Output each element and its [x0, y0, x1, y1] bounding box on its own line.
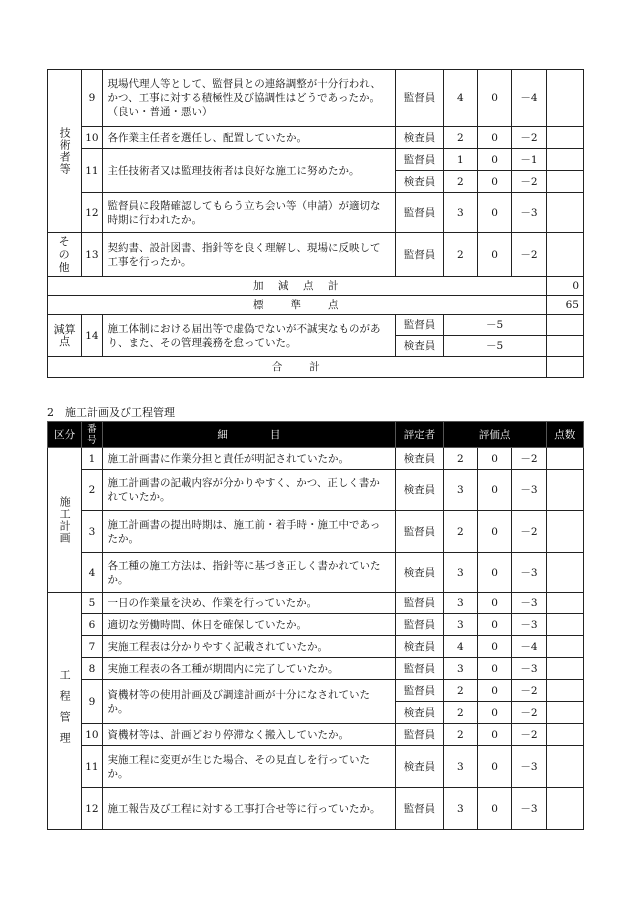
- table-row: 4 各工種の施工方法は、指針等に基づき正しく書かれていたか。 検査員 3 0 －3: [48, 553, 584, 593]
- table-header: [48, 422, 584, 448]
- header-evaluator: 評定者: [396, 422, 443, 448]
- table-row: 2 施工計画書の記載内容が分かりやすく、かつ、正しく書かれていたか。 検査員 3 0 －3: [48, 470, 584, 511]
- addsub-value: 0: [546, 277, 583, 296]
- group-other: その他: [48, 233, 82, 277]
- table-row: 12 監督員に段階確認してもらう立ち会い等（申請）が適切な時期に行われたか。 監督員 3 0 －3: [48, 193, 584, 233]
- score-cell[interactable]: [546, 614, 583, 636]
- table-row: 9 資機材等の使用計画及び調達計画が十分になされていたか。 監督員 2 0 －2: [48, 680, 584, 702]
- table-row: その他 13 契約書、設計図書、指針等を良く理解し、現場に反映して工事を行ったか。 監督員 2 0 －2: [48, 233, 584, 277]
- score-cell[interactable]: [546, 470, 583, 511]
- score-cell[interactable]: [546, 553, 583, 593]
- table-row: 検査員 －5: [48, 336, 584, 357]
- table-row: 検査員 2 0 －2: [48, 171, 584, 193]
- score-cell[interactable]: [546, 636, 583, 658]
- evaluation-table-2: [47, 421, 584, 830]
- score-cell[interactable]: [546, 724, 583, 746]
- table-row: 11 実施工程に変更が生じた場合、その見直しを行っていたか。 検査員 3 0 －3: [48, 746, 584, 788]
- score-cell[interactable]: [546, 315, 583, 336]
- group-plan: 施工計画: [48, 448, 82, 593]
- header-score: 点数: [546, 422, 583, 448]
- score-cell[interactable]: [546, 680, 583, 702]
- score-cell[interactable]: [546, 593, 583, 614]
- score-cell[interactable]: [546, 171, 583, 193]
- score-cell[interactable]: [546, 788, 583, 830]
- group-schedule: 工程管理: [48, 593, 82, 830]
- table-row: 技術者等 9 現場代理人等として、監督員との連絡調整が十分行われ、かつ、工事に対する積極性及び協調性はどうであったか。（良い・普通・悪い） 監督員 4 0 －4: [48, 70, 584, 127]
- table-row: 8 実施工程表の各工種が期間内に完了していたか。 監督員 3 0 －3: [48, 658, 584, 680]
- table-row: 7 実施工程表は分かりやすく記載されていたか。 検査員 4 0 －4: [48, 636, 584, 658]
- score-cell[interactable]: [546, 448, 583, 470]
- table-row: 検査員 2 0 －2: [48, 702, 584, 724]
- group-tech: 技術者等: [48, 70, 82, 233]
- table-row: 12 施工報告及び工程に対する工事打合せ等に行っていたか。 監督員 3 0 －3: [48, 788, 584, 830]
- score-cell[interactable]: [546, 336, 583, 357]
- table-row: 10 資機材等は、計画どおり停滞なく搬入していたか。 監督員 2 0 －2: [48, 724, 584, 746]
- header-item: 細 目: [102, 422, 396, 448]
- group-deduct: 減算点: [48, 315, 82, 357]
- total-row: [48, 357, 584, 378]
- evaluation-table-1: [47, 69, 584, 378]
- section-2-title: 2 施工計画及び工程管理: [47, 406, 175, 419]
- table-row: 3 施工計画書の提出時期は、施工前・着手時・施工中であったか。 監督員 2 0 －2: [48, 511, 584, 553]
- table-row: 6 適切な労働時間、休日を確保していたか。 監督員 3 0 －3: [48, 614, 584, 636]
- addsub-row: [48, 277, 584, 296]
- total-value[interactable]: [546, 357, 583, 378]
- total-label: 合 計: [48, 357, 547, 378]
- standard-row: [48, 296, 584, 315]
- score-cell[interactable]: [546, 149, 583, 171]
- table-row: 工程管理 5 一日の作業量を決め、作業を行っていたか。 監督員 3 0 －3: [48, 593, 584, 614]
- score-cell[interactable]: [546, 511, 583, 553]
- score-cell[interactable]: [546, 193, 583, 233]
- standard-label: 標 準 点: [48, 296, 547, 315]
- row-item: 現場代理人等として、監督員との連絡調整が十分行われ、かつ、工事に対する積極性及び協調性はどうであったか。（良い・普通・悪い）: [102, 70, 396, 127]
- table-row: 減算点 14 施工体制における届出等で虚偽でないが不誠実なものがあり、また、その管理義務を怠っていた。 監督員 －5: [48, 315, 584, 336]
- standard-value: 65: [546, 296, 583, 315]
- score-cell[interactable]: [546, 70, 583, 127]
- row-no: 9: [82, 70, 102, 127]
- table-row: 11 主任技術者又は監理技術者は良好な施工に努めたか。 監督員 1 0 －1: [48, 149, 584, 171]
- score-cell[interactable]: [546, 127, 583, 149]
- header-eval: 評価点: [443, 422, 546, 448]
- score-cell[interactable]: [546, 233, 583, 277]
- table-row: 10 各作業主任者を選任し、配置していたか。 検査員 2 0 －2: [48, 127, 584, 149]
- score-cell[interactable]: [546, 702, 583, 724]
- table-row: 施工計画 1 施工計画書に作業分担と責任が明記されていたか。 検査員 2 0 －2: [48, 448, 584, 470]
- header-kubun: 区分: [48, 422, 82, 448]
- score-cell[interactable]: [546, 658, 583, 680]
- score-cell[interactable]: [546, 746, 583, 788]
- header-no: 番号: [82, 422, 102, 448]
- row-evaluator: 監督員: [396, 70, 443, 127]
- addsub-label: 加 減 点 計: [48, 277, 547, 296]
